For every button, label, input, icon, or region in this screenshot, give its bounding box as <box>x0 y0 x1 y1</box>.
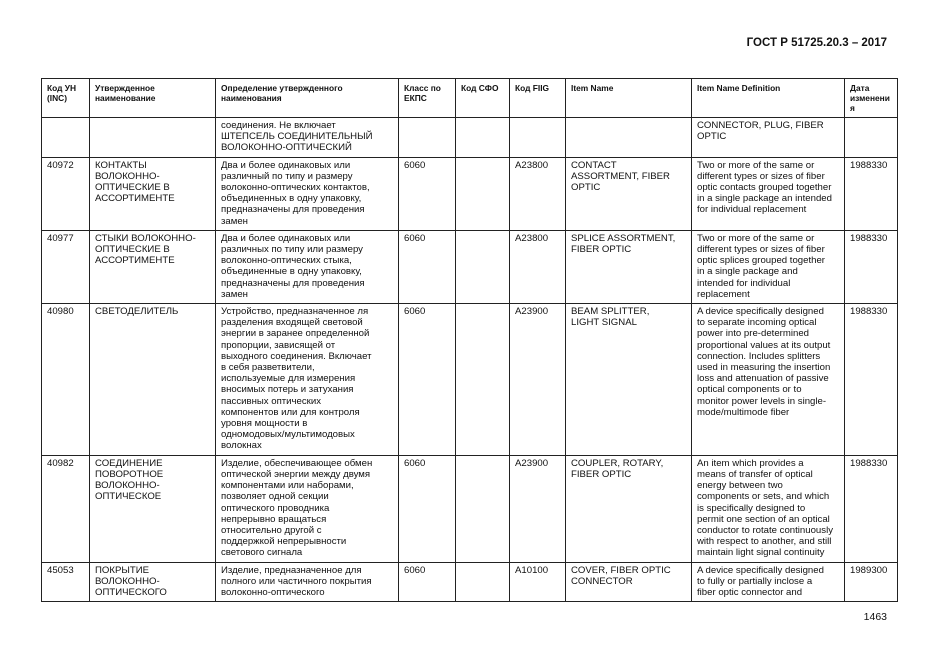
cell-date <box>845 118 898 158</box>
table-header-row <box>42 79 898 118</box>
cell-approved-name: КОНТАКТЫ ВОЛОКОННО- ОПТИЧЕСКИЕ В АССОРТИМЕНТЕ <box>90 157 216 230</box>
cell-inc: 40972 <box>42 157 90 230</box>
table-row <box>42 304 898 456</box>
cell-sfo <box>456 118 510 158</box>
cell-item-name: BEAM SPLITTER, LIGHT SIGNAL <box>566 304 692 456</box>
column-header-sfo: Код СФО <box>456 79 510 118</box>
cell-sfo <box>456 157 510 230</box>
column-header-definition: Определение утвержденного наименования <box>216 79 399 118</box>
cell-approved-name: ПОКРЫТИЕ ВОЛОКОННО- ОПТИЧЕСКОГО <box>90 562 216 602</box>
cell-date: 1989300 <box>845 562 898 602</box>
cell-sfo <box>456 562 510 602</box>
cell-sfo <box>456 304 510 456</box>
cell-sfo <box>456 455 510 562</box>
cell-item-definition: An item which provides a means of transfer of optical energy between two components or sets, and which is specifically designed to permit one section of an optical conductor to rotate continuously with respect to another, and still maintain light signal continuity <box>692 455 845 562</box>
cell-definition: Два и более одинаковых или различных по типу или размеру волоконно-оптических стыка, объединенные в одну упаковку, предназначены для проведения замен <box>216 230 399 303</box>
cell-approved-name: СВЕТОДЕЛИТЕЛЬ <box>90 304 216 456</box>
table-row <box>42 157 898 230</box>
cell-item-name: SPLICE ASSORTMENT, FIBER OPTIC <box>566 230 692 303</box>
table-row <box>42 230 898 303</box>
cell-class <box>399 118 456 158</box>
cell-inc: 40977 <box>42 230 90 303</box>
table-row <box>42 455 898 562</box>
table-row <box>42 118 898 158</box>
catalog-table <box>41 78 898 602</box>
cell-definition: Устройство, предназначенное ля разделения входящей световой энергии в заранее определенной пропорции, зависящей от выходного соединения. Включает в себя разветвители, используемые для измерения вносимых потерь и затухания пассивных оптических компонентов или для контроля уровня мощности в одномодовых/мультимодовых волокнах <box>216 304 399 456</box>
column-header-item-name: Item Name <box>566 79 692 118</box>
cell-fiig: A23800 <box>510 157 566 230</box>
column-header-date: Дата изменения <box>845 79 898 118</box>
column-header-approved-name: Утвержденное наименование <box>90 79 216 118</box>
cell-definition: Два и более одинаковых или различный по типу и размеру волоконно-оптических контактов, объединенных в одну упаковку, предназначены для проведения замен <box>216 157 399 230</box>
cell-date: 1988330 <box>845 157 898 230</box>
cell-item-definition: CONNECTOR, PLUG, FIBER OPTIC <box>692 118 845 158</box>
cell-sfo <box>456 230 510 303</box>
cell-class: 6060 <box>399 455 456 562</box>
cell-date: 1988330 <box>845 455 898 562</box>
cell-fiig <box>510 118 566 158</box>
table-row <box>42 562 898 602</box>
cell-approved-name <box>90 118 216 158</box>
cell-definition: соединения. Не включает ШТЕПСЕЛЬ СОЕДИНИТЕЛЬНЫЙ ВОЛОКОННО-ОПТИЧЕСКИЙ <box>216 118 399 158</box>
cell-approved-name: СТЫКИ ВОЛОКОННО- ОПТИЧЕСКИЕ В АССОРТИМЕНТЕ <box>90 230 216 303</box>
cell-class: 6060 <box>399 304 456 456</box>
cell-item-name: COUPLER, ROTARY, FIBER OPTIC <box>566 455 692 562</box>
column-header-fiig: Код FIIG <box>510 79 566 118</box>
cell-fiig: A23800 <box>510 230 566 303</box>
cell-inc: 40982 <box>42 455 90 562</box>
cell-class: 6060 <box>399 230 456 303</box>
cell-item-definition: A device specifically designed to fully or partially inclose a fiber optic connector and <box>692 562 845 602</box>
column-header-inc: Код УН (INC) <box>42 79 90 118</box>
cell-class: 6060 <box>399 157 456 230</box>
page-number: 1463 <box>863 611 887 623</box>
cell-inc: 45053 <box>42 562 90 602</box>
cell-item-definition: Two or more of the same or different types or sizes of fiber optic splices grouped together in a single package and intended for individual replacement <box>692 230 845 303</box>
cell-fiig: A10100 <box>510 562 566 602</box>
cell-date: 1988330 <box>845 304 898 456</box>
cell-item-definition: A device specifically designed to separate incoming optical power into pre-determined proportional values at its output connection. Includes splitters used in measuring the insertion loss and attenuation of passive optical components or to monitor power levels in single- mode/multimode fiber <box>692 304 845 456</box>
column-header-item-definition: Item Name Definition <box>692 79 845 118</box>
cell-date: 1988330 <box>845 230 898 303</box>
cell-class: 6060 <box>399 562 456 602</box>
column-header-class: Класс по ЕКПС <box>399 79 456 118</box>
document-standard-header: ГОСТ Р 51725.20.3 – 2017 <box>746 37 887 49</box>
cell-approved-name: СОЕДИНЕНИЕ ПОВОРОТНОЕ ВОЛОКОННО- ОПТИЧЕСКОЕ <box>90 455 216 562</box>
cell-item-name <box>566 118 692 158</box>
cell-definition: Изделие, обеспечивающее обмен оптической энергии между двумя компонентами или наборами, позволяет одной секции оптического проводника непрерывно вращаться относительно другой с поддержкой непрерывности светового сигнала <box>216 455 399 562</box>
cell-item-definition: Two or more of the same or different types or sizes of fiber optic contacts grouped together in a single package an intended for individual replacement <box>692 157 845 230</box>
cell-definition: Изделие, предназначенное для полного или частичного покрытия волоконно-оптического <box>216 562 399 602</box>
cell-fiig: A23900 <box>510 304 566 456</box>
cell-inc <box>42 118 90 158</box>
cell-fiig: A23900 <box>510 455 566 562</box>
cell-item-name: CONTACT ASSORTMENT, FIBER OPTIC <box>566 157 692 230</box>
cell-item-name: COVER, FIBER OPTIC CONNECTOR <box>566 562 692 602</box>
cell-inc: 40980 <box>42 304 90 456</box>
